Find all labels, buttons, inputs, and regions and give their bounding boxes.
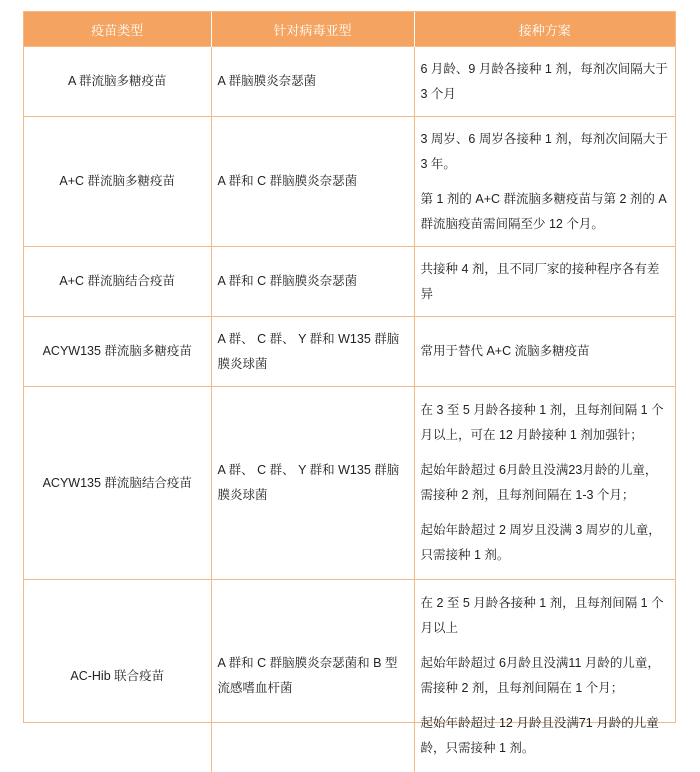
vaccine-table-frame <box>23 11 676 723</box>
schedule-paragraph: 在 2 至 5 月龄各接种 1 剂，且每剂间隔 1 个月以上 <box>421 591 670 641</box>
schedule-cell <box>414 580 675 772</box>
header-virus-subtype: 针对病毒亚型 <box>211 12 414 47</box>
schedule-cell <box>414 317 675 387</box>
vaccine-type-cell: A+C 群流脑结合疫苗 <box>24 247 211 317</box>
vaccine-type-cell: A+C 群流脑多糖疫苗 <box>24 117 211 247</box>
vaccine-type-cell: A 群流脑多糖疫苗 <box>24 47 211 117</box>
vaccine-type-cell: ACYW135 群流脑多糖疫苗 <box>24 317 211 387</box>
virus-subtype-cell: A 群、 C 群、 Y 群和 W135 群脑膜炎球菌 <box>211 317 414 387</box>
table-row <box>24 117 675 247</box>
virus-subtype-cell: A 群和 C 群脑膜炎奈瑟菌 <box>211 117 414 247</box>
table-row <box>24 247 675 317</box>
schedule-paragraph: 3 周岁、6 周岁各接种 1 剂，每剂次间隔大于 3 年。 <box>421 127 670 177</box>
schedule-paragraph: 6 月龄、9 月龄各接种 1 剂，每剂次间隔大于 3 个月 <box>421 57 670 107</box>
schedule-cell <box>414 387 675 580</box>
table-row <box>24 47 675 117</box>
virus-subtype-cell: A 群、 C 群、 Y 群和 W135 群脑膜炎球菌 <box>211 387 414 580</box>
schedule-cell <box>414 47 675 117</box>
vaccine-type-cell: ACYW135 群流脑结合疫苗 <box>24 387 211 580</box>
schedule-paragraph: 起始年龄超过 2 周岁且没满 3 周岁的儿童，只需接种 1 剂。 <box>421 518 670 568</box>
vaccine-type-cell: AC-Hib 联合疫苗 <box>24 580 211 772</box>
schedule-paragraph: 起始年龄超过 6月龄且没满11 月龄的儿童，需接种 2 剂，且每剂间隔在 1 个月； <box>421 651 670 701</box>
table-header-row <box>24 12 675 47</box>
table-row <box>24 317 675 387</box>
header-vaccine-type: 疫苗类型 <box>24 12 211 47</box>
schedule-paragraph: 常用于替代 A+C 流脑多糖疫苗 <box>421 339 670 364</box>
vaccine-schedule-table <box>24 12 675 772</box>
schedule-paragraph: 起始年龄超过 12 月龄且没满71 月龄的儿童龄，只需接种 1 剂。 <box>421 711 670 761</box>
schedule-paragraph: 起始年龄超过 6月龄且没满23月龄的儿童，需接种 2 剂，且每剂间隔在 1-3 个月； <box>421 458 670 508</box>
header-schedule: 接种方案 <box>414 12 675 47</box>
schedule-paragraph: 共接种 4 剂，且不同厂家的接种程序各有差异 <box>421 257 670 307</box>
table-row <box>24 580 675 772</box>
schedule-cell <box>414 117 675 247</box>
schedule-paragraph: 第 1 剂的 A+C 群流脑多糖疫苗与第 2 剂的 A 群流脑疫苗需间隔至少 12 个月。 <box>421 187 670 237</box>
table-row <box>24 387 675 580</box>
virus-subtype-cell: A 群和 C 群脑膜炎奈瑟菌和 B 型流感嗜血杆菌 <box>211 580 414 772</box>
virus-subtype-cell: A 群脑膜炎奈瑟菌 <box>211 47 414 117</box>
virus-subtype-cell: A 群和 C 群脑膜炎奈瑟菌 <box>211 247 414 317</box>
schedule-paragraph: 在 3 至 5 月龄各接种 1 剂，且每剂间隔 1 个月以上，可在 12 月龄接种 1 剂加强针； <box>421 398 670 448</box>
schedule-cell <box>414 247 675 317</box>
